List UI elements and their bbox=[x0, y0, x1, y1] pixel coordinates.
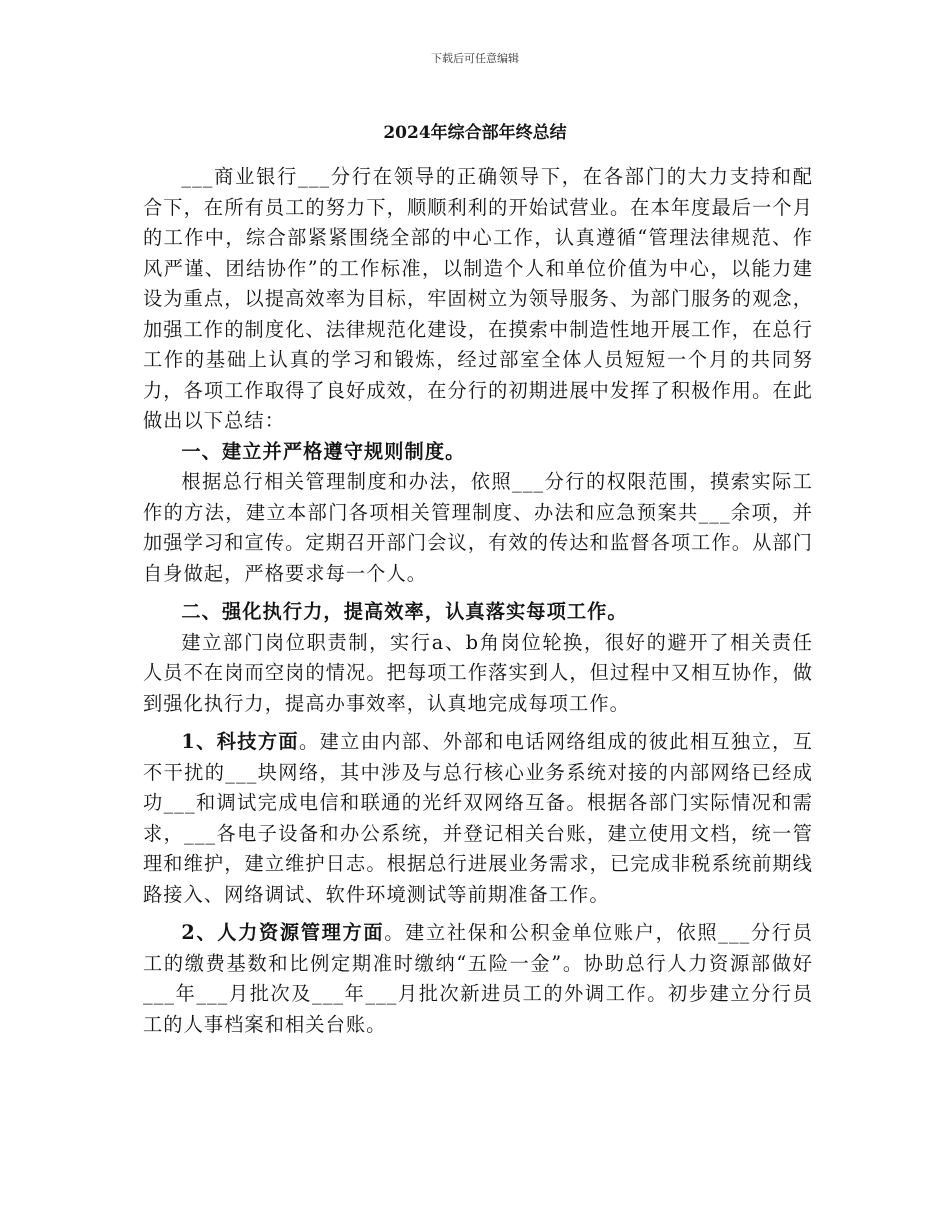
item-1-lead: 1、科技方面 bbox=[181, 730, 299, 753]
section-2-heading: 二、强化执行力，提高效率，认真落实每项工作。 bbox=[181, 600, 628, 623]
item-1-paragraph bbox=[143, 727, 813, 910]
document-title: 2024年综合部年终总结 bbox=[383, 123, 567, 143]
item-2-lead: 2、人力资源管理方面 bbox=[181, 921, 385, 944]
item-2-paragraph bbox=[143, 918, 813, 1040]
section-1-paragraph: 根据总行相关管理制度和办法，依照___分行的权限范围，摸索实际工作的方法，建立本部门各项相关管理制度、办法和应急预案共___余项，并加强学习和宣传。定期召开部门会议，有效的传达和监督各项工作。从部门自身做起，严格要求每一个人。 bbox=[143, 470, 813, 585]
item-2-body: 。建立社保和公积金单位账户，依照___分行员工的缴费基数和比例定期准时缴纳“五险一金”。协助总行人力资源部做好___年___月批次及___年___月批次新进员工的外调工作。初步建立分行员工的人事档案和相关台账。 bbox=[143, 921, 813, 1036]
item-1-body: 。建立由内部、外部和电话网络组成的彼此相互独立，互不干扰的___块网络，其中涉及与总行核心业务系统对接的内部网络已经成功___和调试完成电信和联通的光纤双网络互备。根据各部门实际情况和需求，___各电子设备和办公系统，并登记相关台账，建立使用文档，统一管理和维护，建立维护日志。根据总行进展业务需求，已完成非税系统前期线路接入、网络调试、软件环境测试等前期准备工作。 bbox=[143, 730, 814, 906]
section-1-heading: 一、建立并严格遵守规则制度。 bbox=[181, 439, 466, 463]
section-2-paragraph: 建立部门岗位职责制，实行a、b角岗位轮换，很好的避开了相关责任人员不在岗而空岗的情况。把每项工作落实到人，但过程中又相互协作，做到强化执行力，提高办事效率，认真地完成每项工作。 bbox=[143, 630, 813, 715]
page-header-note: 下载后可任意编辑 bbox=[431, 52, 519, 65]
intro-paragraph: ___商业银行___分行在领导的正确领导下，在各部门的大力支持和配合下，在所有员工的努力下，顺顺利利的开始试营业。在本年度最后一个月的工作中，综合部紧紧围绕全部的中心工作，认真遵循“管理法律规范、作风严谨、团结协作”的工作标准，以制造个人和单位价值为中心，以能力建设为重点，以提高效率为目标，牢固树立为领导服务、为部门服务的观念，加强工作的制度化、法律规范化建设，在摸索中制造性地开展工作，在总行工作的基础上认真的学习和锻炼，经过部室全体人员短短一个月的共同努力，各项工作取得了良好成效，在分行的初期进展中发挥了积极作用。在此做出以下总结： bbox=[143, 165, 813, 432]
document-body bbox=[143, 162, 813, 1040]
